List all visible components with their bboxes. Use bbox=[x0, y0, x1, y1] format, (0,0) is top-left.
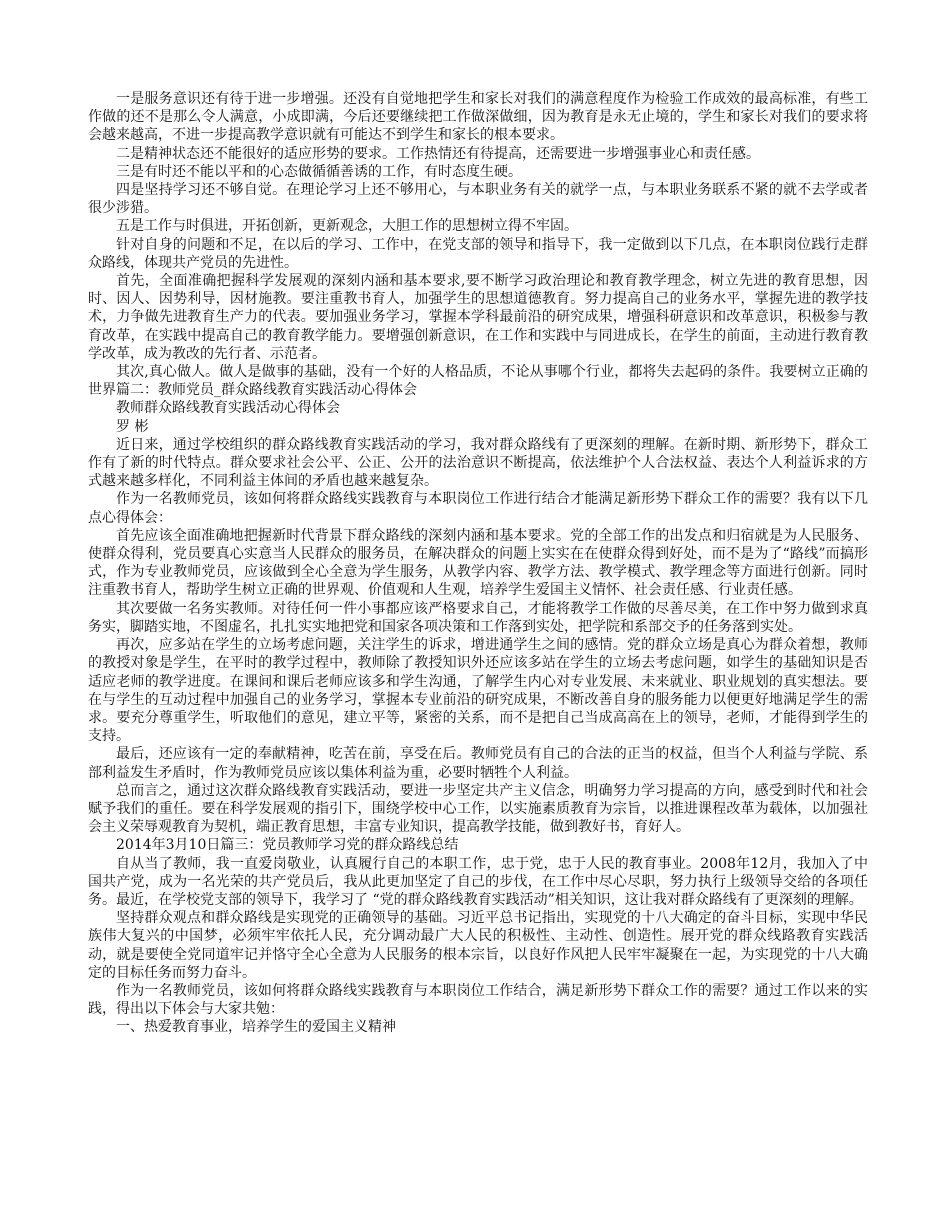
paragraph: 其次,真心做人。做人是做事的基础，没有一个好的人格品质，不论从事哪个行业，都将失去起码的条件。我要树立正确的世界篇二：教师党员_群众路线教育实践活动心得体会 bbox=[88, 364, 868, 399]
paragraph: 其次要做一名务实教师。对待任何一件小事都应该严格要求自己，才能将教学工作做的尽善尽美，在工作中努力做到求真务实，脚踏实地，不图虚名，扎扎实实地把党和国家各项决策和工作落到实处，把学院和系部交予的任务落到实处。 bbox=[88, 600, 868, 635]
paragraph: 自从当了教师，我一直爱岗敬业，认真履行自己的本职工作，忠于党，忠于人民的教育事业。2008年12月，我加入了中国共产党，成为一名光荣的共产党员后，我从此更加坚定了自己的步伐，在工作中尽心尽职，努力执行上级领导交给的各项任务。最近，在学校党支部的领导下，我学习了 “党的群众路线教育实践活动”相关知识，这让我对群众路线有了更深刻的理解。 bbox=[88, 855, 868, 908]
paragraph: 近日来，通过学校组织的群众路线教育实践活动的学习，我对群众路线有了更深刻的理解。在新时期、新形势下，群众工作有了新的时代特点。群众要求社会公平、公正、公开的法治意识不断提高，依法维护个人合法权益、表达个人利益诉求的方式越来越多样化，不同利益主体间的矛盾也越来越复杂。 bbox=[88, 436, 868, 490]
document-body bbox=[88, 90, 868, 1037]
paragraph: 罗 彬 bbox=[116, 418, 149, 435]
paragraph: 坚持群众观点和群众路线是实现党的正确领导的基础。习近平总书记指出，实现党的十八大确定的奋斗目标，实现中华民族伟大复兴的中国梦，必须牢牢依托人民，充分调动最广大人民的积极性、主动性、创造性。展开党的群众线路教育实践活动，就是要使全党同道牢记并恪守全心全意为人民服务的根本宗旨，以良好作风把人民牢牢凝聚在一起，为实现党的十八大确定的目标任务而努力奋斗。 bbox=[88, 910, 868, 981]
paragraph: 针对自身的问题和不足，在以后的学习、工作中，在党支部的领导和指导下，我一定做到以下几点，在本职岗位践行走群众路线，体现共产党员的先进性。 bbox=[88, 236, 868, 271]
paragraph: 一、热爱教育事业，培养学生的爱国主义精神 bbox=[116, 1019, 396, 1036]
paragraph: 总而言之，通过这次群众路线教育实践活动，要进一步坚定共产主义信念，明确努力学习提高的方向，感受到时代和社会赋予我们的重任。要在科学发展观的指引下，围绕学校中心工作，以实施素质教育为宗旨，以推进课程改革为载体，以加强社会主义荣辱观教育为契机，端正教育思想，丰富专业知识，提高教学技能，做到教好书，育好人。 bbox=[88, 782, 868, 836]
paragraph: 再次，应多站在学生的立场考虑问题，关注学生的诉求，增进通学生之间的感情。党的群众立场是真心为群众着想，教师的教授对象是学生，在平时的教学过程中，教师除了教授知识外还应该多站在学生的立场去考虑问题，如学生的基础知识是否适应老师的教学进度。在课间和课后老师应该多和学生沟通，了解学生内心对专业发展、未来就业、职业规划的真实想法。要在与学生的互动过程中加强自己的业务学习，掌握本专业前沿的研究成果，不断改善自身的服务能力以便更好地满足学生的需求。要充分尊重学生，听取他们的意见，建立平等，紧密的关系，而不是把自己当成高高在上的领导，老师，才能得到学生的支持。 bbox=[88, 637, 868, 745]
paragraph: 二是精神状态还不能很好的适应形势的要求。工作热情还有待提高，还需要进一步增强事业心和责任感。 bbox=[116, 145, 760, 162]
paragraph: 首先应该全面准确地把握新时代背景下群众路线的深刻内涵和基本要求。党的全部工作的出发点和归宿就是为人民服务、使群众得利，党员要真心实意当人民群众的服务员，在解决群众的问题上实实在在使群众得到好处，而不是为了“路线”而搞形式，作为专业教师党员，应该做到全心全意为学生服务，从教学内容、教学方法、教学模式、教学理念等方面进行创新。同时注重教书育人，帮助学生树立正确的世界观、价值观和人生观，培养学生爱国主义情怀、社会责任感、行业责任感。 bbox=[88, 527, 868, 599]
paragraph: 三是有时还不能以平和的心态做循循善诱的工作，有时态度生硬。 bbox=[116, 163, 522, 180]
paragraph: 教师群众路线教育实践活动心得体会 bbox=[116, 400, 340, 417]
paragraph: 首先，全面准确把握科学发展观的深刻内涵和基本要求,要不断学习政治理论和教育教学理念，树立先进的教育思想，因时、因人、因势利导，因材施教。要注重教书育人，加强学生的思想道德教育。努力提高自己的业务水平，掌握先进的教学技术，力争做先进教育生产力的代表。要加强业务学习，掌握本学科最前沿的研究成果，增强科研意识和改革意识，积极参与教育改革，在实践中提高自己的教育教学能力。要增强创新意识，在工作和实践中与同进成长，在学生的前面，主动进行教育教学改革，成为教改的先行者、示范者。 bbox=[88, 273, 868, 362]
paragraph: 作为一名教师党员，该如何将群众路线实践教育与本职岗位工作进行结合才能满足新形势下群众工作的需要？我有以下几点心得体会： bbox=[88, 491, 868, 526]
paragraph: 作为一名教师党员，该如何将群众路线实践教育与本职岗位工作结合，满足新形势下群众工作的需要？通过工作以来的实践，得出以下体会与大家共勉： bbox=[88, 982, 868, 1018]
paragraph: 2014年3月10日篇三：党员教师学习党的群众路线总结 bbox=[116, 837, 459, 854]
paragraph: 一是服务意识还有待于进一步增强。还没有自觉地把学生和家长对我们的满意程度作为检验工作成效的最高标准，有些工作做的还不是那么令人满意，小成即满，今后还要继续把工作做深做细，因为教育是永无止境的，学生和家长对我们的要求将会越来越高，不进一步提高教学意识就有可能达不到学生和家长的根本要求。 bbox=[88, 91, 868, 144]
paragraph: 四是坚持学习还不够自觉。在理论学习上还不够用心，与本职业务有关的就学一点，与本职业务联系不紧的就不去学或者很少涉猎。 bbox=[88, 182, 868, 217]
paragraph: 最后，还应该有一定的奉献精神，吃苦在前，享受在后。教师党员有自己的合法的正当的权益，但当个人利益与学院、系部利益发生矛盾时，作为教师党员应该以集体利益为重，必要时牺牲个人利益。 bbox=[88, 746, 868, 781]
paragraph: 五是工作与时俱进，开拓创新，更新观念，大胆工作的思想树立得不牢固。 bbox=[116, 218, 578, 235]
